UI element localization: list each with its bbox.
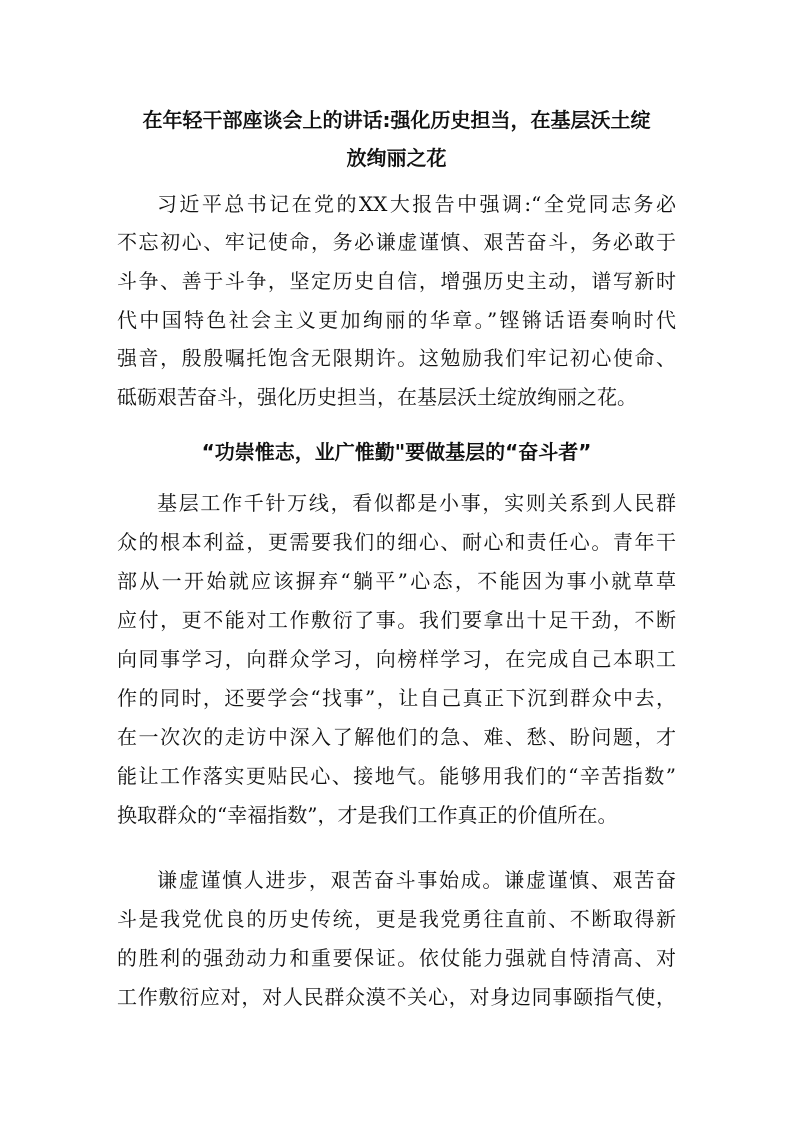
document-title-line-1: 在年轻干部座谈会上的讲话:强化历史担当，在基层沃土绽 — [142, 108, 651, 132]
paragraph-2-line-7: 在一次次的走访中深入了解他们的急、难、愁、盼问题，才 — [117, 725, 676, 749]
paragraph-3-line-4: 工作敷衍应对，对人民群众漠不关心，对身边同事颐指气使， — [117, 985, 676, 1009]
paragraph-2-line-4: 应付，更不能对工作敷衍了事。我们要拿出十足干劲，不断 — [117, 608, 676, 632]
paragraph-2-line-2: 众的根本利益，更需要我们的细心、耐心和责任心。青年干 — [117, 530, 676, 554]
paragraph-1-line-6: 砥砺艰苦奋斗，强化历史担当，在基层沃土绽放绚丽之花。 — [117, 385, 637, 409]
paragraph-2-line-9: 换取群众的“幸福指数”，才是我们工作真正的价值所在。 — [117, 803, 618, 827]
paragraph-1-line-5: 强音，殷殷嘱托饱含无限期许。这勉励我们牢记初心使命、 — [117, 346, 676, 370]
paragraph-1-line-4: 代中国特色社会主义更加绚丽的华章。”铿锵话语奏响时代 — [117, 308, 676, 332]
paragraph-1-line-2: 不忘初心、牢记使命，务必谦虚谨慎、艰苦奋斗，务必敢于 — [117, 230, 676, 254]
paragraph-1-line-3: 斗争、善于斗争，坚定历史自信，增强历史主动，谱写新时 — [117, 269, 676, 293]
paragraph-3-line-2: 斗是我党优良的历史传统，更是我党勇往直前、不断取得新 — [117, 907, 676, 931]
paragraph-3-line-3: 的胜利的强劲动力和重要保证。依仗能力强就自恃清高、对 — [117, 946, 676, 970]
paragraph-2-line-5: 向同事学习，向群众学习，向榜样学习，在完成自己本职工 — [117, 647, 676, 671]
section-heading-1: “功崇惟志，业广惟勤"要做基层的“奋斗者” — [201, 440, 592, 464]
paragraph-2-line-8: 能让工作落实更贴民心、接地气。能够用我们的“辛苦指数” — [117, 764, 676, 788]
paragraph-1-line-1: 习近平总书记在党的XX大报告中强调:“全党同志务必 — [157, 192, 676, 216]
paragraph-2-line-1: 基层工作千针万线，看似都是小事，实则关系到人民群 — [157, 491, 676, 515]
paragraph-2-line-6: 作的同时，还要学会“找事”，让自己真正下沉到群众中去， — [117, 686, 676, 710]
paragraph-3-line-1: 谦虚谨慎人进步，艰苦奋斗事始成。谦虚谨慎、艰苦奋 — [157, 868, 676, 892]
paragraph-2-line-3: 部从一开始就应该摒弃“躺平”心态，不能因为事小就草草 — [117, 569, 676, 593]
document-title-line-2: 放绚丽之花 — [346, 146, 447, 170]
